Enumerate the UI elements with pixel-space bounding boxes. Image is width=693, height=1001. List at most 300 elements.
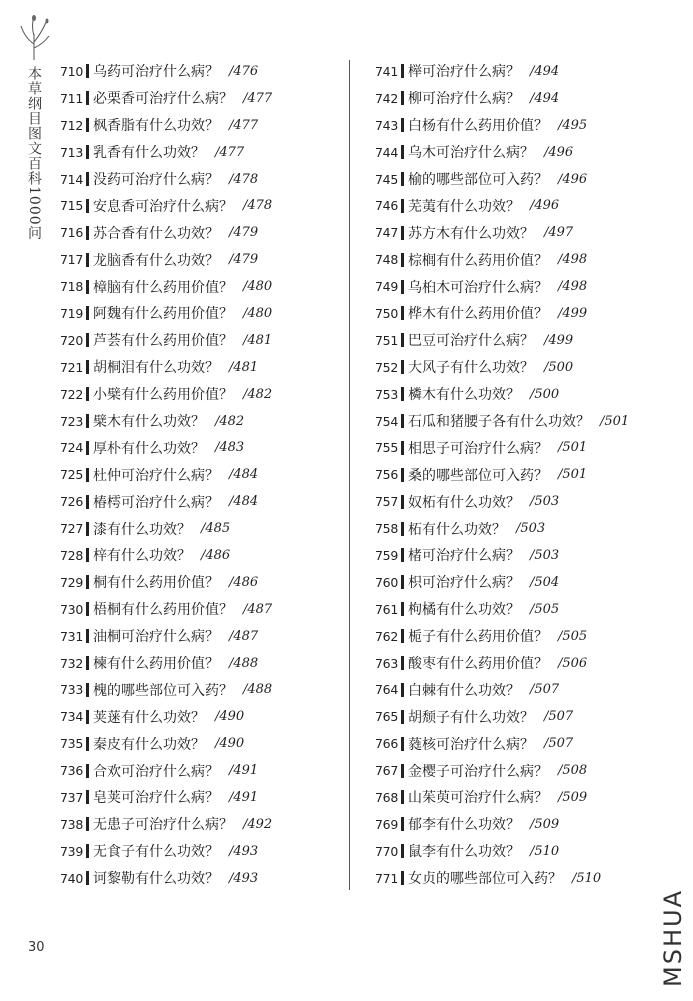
entry-bar [401,522,404,536]
entry-bar [401,441,404,455]
entry-number: 722 [60,386,83,402]
entry-page: /490 [215,736,245,752]
entry-bar [86,118,89,132]
toc-entry [371,434,671,461]
entry-page: /507 [544,709,574,725]
entry-title: 安息香可治疗什么病？ [93,198,233,215]
entry-page: /490 [215,709,245,725]
entry-page: /493 [229,870,259,886]
entry-bar [86,199,89,213]
entry-bar [86,414,89,428]
entry-number: 729 [60,574,83,590]
toc-entry [371,381,671,408]
entry-title: 无食子有什么功效？ [93,844,219,861]
entry-title: 无患子可治疗什么病？ [93,817,233,834]
entry-bar [401,387,404,401]
entry-page: /492 [243,816,273,832]
entry-number: 736 [60,763,83,779]
entry-title: 秦皮有什么功效？ [93,736,205,753]
entry-number: 770 [375,843,398,859]
entry-title: 郁李有什么功效？ [408,817,520,834]
entry-number: 769 [375,816,398,832]
entry-page: /501 [558,440,588,456]
entry-bar [86,522,89,536]
entry-bar [401,548,404,562]
entry-bar [401,764,404,778]
toc-entry [56,408,356,435]
toc-entry [56,434,356,461]
entry-page: /477 [215,144,245,160]
entry-bar [401,333,404,347]
entry-number: 716 [60,225,83,241]
entry-number: 726 [60,494,83,510]
entry-page: /509 [530,816,560,832]
entry-title: 桐有什么药用价值？ [93,575,219,592]
toc-entry [371,246,671,273]
entry-bar [86,683,89,697]
toc-entry [371,488,671,515]
entry-title: 小檗有什么药用价值？ [93,387,233,404]
entry-bar [401,602,404,616]
entry-page: /505 [530,601,560,617]
entry-page: /504 [530,574,560,590]
toc-entry [371,139,671,166]
entry-bar [86,871,89,885]
entry-number: 755 [375,440,398,456]
toc-entry [371,300,671,327]
toc-entry [56,784,356,811]
entry-bar [86,91,89,105]
toc-entry [371,676,671,703]
toc-entry [371,730,671,757]
entry-title: 枫香脂有什么功效？ [93,118,219,135]
toc-entry [56,461,356,488]
sidebar [14,14,54,241]
entry-title: 榉可治疗什么病？ [408,64,520,81]
toc-entry [56,219,356,246]
toc-entry [56,838,356,865]
entry-bar [401,468,404,482]
entry-page: /498 [558,252,588,268]
entry-bar [86,656,89,670]
entry-number: 754 [375,413,398,429]
entry-number: 749 [375,279,398,295]
toc-entry [56,569,356,596]
entry-page: /477 [229,117,259,133]
entry-title: 金樱子可治疗什么病？ [408,763,548,780]
toc-entry [56,354,356,381]
toc-entry [371,192,671,219]
entry-number: 753 [375,386,398,402]
entry-page: /500 [530,386,560,402]
entry-number: 751 [375,332,398,348]
entry-title: 皂荚可治疗什么病？ [93,790,219,807]
entry-page: /498 [558,279,588,295]
toc-entry [56,757,356,784]
entry-number: 762 [375,628,398,644]
entry-title: 白棘有什么功效？ [408,682,520,699]
entry-bar [86,226,89,240]
toc-entry [371,811,671,838]
entry-title: 椿樗可治疗什么病？ [93,494,219,511]
entry-page: /487 [243,601,273,617]
toc-entry [371,838,671,865]
column-divider [349,60,350,890]
toc-entry [371,354,671,381]
toc-entry [371,408,671,435]
entry-number: 740 [60,870,83,886]
entry-page: /483 [215,440,245,456]
entry-number: 727 [60,521,83,537]
entry-number: 760 [375,574,398,590]
entry-page: /486 [229,574,259,590]
toc-entry [371,569,671,596]
entry-number: 717 [60,252,83,268]
entry-bar [401,844,404,858]
entry-title: 杜仲可治疗什么病？ [93,467,219,484]
entry-number: 768 [375,789,398,805]
entry-number: 742 [375,90,398,106]
toc-entry [56,381,356,408]
entry-title: 樟脑有什么药用价值？ [93,279,233,296]
entry-title: 楝有什么药用价值？ [93,656,219,673]
toc-entry [56,623,356,650]
entry-title: 檗木有什么功效？ [93,414,205,431]
entry-page: /487 [229,628,259,644]
entry-number: 756 [375,467,398,483]
entry-title: 鼠李有什么功效？ [408,844,520,861]
entry-number: 718 [60,279,83,295]
entry-title: 胡桐泪有什么功效？ [93,360,219,377]
toc-entry [371,784,671,811]
watermark: MSHUA [659,889,687,987]
entry-page: /499 [558,305,588,321]
entry-number: 728 [60,547,83,563]
toc-entry [56,246,356,273]
entry-number: 741 [375,63,398,79]
entry-bar [401,145,404,159]
entry-bar [401,629,404,643]
entry-bar [86,172,89,186]
toc-entry [371,461,671,488]
entry-bar [86,280,89,294]
entry-title: 女贞的哪些部位可入药？ [408,871,562,888]
entry-bar [401,871,404,885]
entry-page: /479 [229,252,259,268]
entry-title: 棕榈有什么药用价值？ [408,252,548,269]
entry-number: 746 [375,198,398,214]
entry-bar [401,199,404,213]
entry-title: 桑的哪些部位可入药？ [408,467,548,484]
entry-page: /485 [201,521,231,537]
entry-page: /479 [229,225,259,241]
herb-plant-icon [17,14,51,60]
entry-page: /497 [544,225,574,241]
entry-bar [401,118,404,132]
entry-title: 梧桐有什么药用价值？ [93,602,233,619]
toc-entry [371,623,671,650]
entry-bar [401,683,404,697]
entry-number: 752 [375,359,398,375]
entry-number: 733 [60,682,83,698]
entry-number: 731 [60,628,83,644]
toc-entry [56,865,356,892]
entry-number: 771 [375,870,398,886]
entry-number: 767 [375,763,398,779]
entry-number: 719 [60,305,83,321]
entry-bar [86,575,89,589]
entry-title: 柳可治疗什么病？ [408,91,520,108]
entry-bar [401,172,404,186]
entry-page: /494 [530,63,560,79]
entry-title: 橉木有什么功效？ [408,387,520,404]
page-number: 30 [28,940,45,955]
entry-page: /510 [572,870,602,886]
entry-page: /494 [530,90,560,106]
entry-number: 744 [375,144,398,160]
entry-page: /481 [243,332,273,348]
entry-bar [86,333,89,347]
entry-bar [401,575,404,589]
entry-title: 芦荟有什么药用价值？ [93,333,233,350]
toc-entry [56,273,356,300]
entry-title: 奴柘有什么功效？ [408,494,520,511]
entry-title: 胡颓子有什么功效？ [408,709,534,726]
toc-entry [56,192,356,219]
entry-number: 748 [375,252,398,268]
toc-entry [371,757,671,784]
toc-right-column [371,58,671,892]
entry-bar [401,226,404,240]
toc-entry [56,327,356,354]
entry-bar [86,441,89,455]
entry-bar [401,656,404,670]
entry-title: 石瓜和猪腰子各有什么功效？ [408,414,590,431]
entry-bar [86,145,89,159]
entry-title: 芜荑有什么功效？ [408,198,520,215]
toc-entry [371,327,671,354]
entry-bar [86,306,89,320]
toc-entry [56,58,356,85]
entry-page: /493 [229,843,259,859]
entry-title: 阿魏有什么药用价值？ [93,306,233,323]
toc-entry [56,730,356,757]
entry-title: 白杨有什么药用价值？ [408,118,548,135]
entry-number: 725 [60,467,83,483]
entry-number: 765 [375,709,398,725]
entry-title: 龙脑香有什么功效？ [93,252,219,269]
toc-entry [371,650,671,677]
toc-entry [56,166,356,193]
entry-page: /477 [243,90,273,106]
toc-entry [371,112,671,139]
entry-number: 723 [60,413,83,429]
entry-title: 荚蒾有什么功效？ [93,709,205,726]
toc-entry [371,596,671,623]
entry-page: /480 [243,305,273,321]
entry-page: /482 [243,386,273,402]
entry-page: /509 [558,789,588,805]
toc-entry [56,703,356,730]
toc-entry [56,112,356,139]
entry-page: /496 [530,198,560,214]
entry-number: 712 [60,117,83,133]
entry-title: 乳香有什么功效？ [93,145,205,162]
entry-title: 必栗香可治疗什么病？ [93,91,233,108]
entry-title: 苏合香有什么功效？ [93,225,219,242]
entry-bar [86,844,89,858]
entry-page: /484 [229,467,259,483]
toc-left-column [56,58,356,892]
entry-title: 诃黎勒有什么功效？ [93,871,219,888]
entry-title: 没药可治疗什么病？ [93,172,219,188]
toc-entry [371,58,671,85]
toc-entry [371,219,671,246]
entry-number: 743 [375,117,398,133]
toc-entry [56,139,356,166]
entry-bar [401,737,404,751]
entry-page: /503 [530,494,560,510]
entry-title: 厚朴有什么功效？ [93,440,205,457]
entry-title: 柘有什么功效？ [408,521,506,538]
entry-number: 747 [375,225,398,241]
entry-number: 732 [60,655,83,671]
entry-page: /491 [229,763,259,779]
entry-title: 大风子有什么功效？ [408,360,534,377]
entry-bar [86,360,89,374]
entry-bar [401,306,404,320]
book-title: 本草纲目图文百科1000问 [26,66,42,241]
entry-bar [86,790,89,804]
toc-entry [56,596,356,623]
entry-page: /496 [558,171,588,187]
entry-number: 737 [60,789,83,805]
entry-page: /501 [558,467,588,483]
entry-page: /481 [229,359,259,375]
entry-title: 合欢可治疗什么病？ [93,763,219,780]
entry-page: /486 [201,547,231,563]
toc-entry [371,166,671,193]
entry-number: 721 [60,359,83,375]
entry-bar [86,629,89,643]
entry-title: 油桐可治疗什么病？ [93,629,219,646]
entry-bar [401,790,404,804]
entry-title: 榆的哪些部位可入药？ [408,172,548,188]
entry-bar [86,253,89,267]
entry-page: /508 [558,763,588,779]
toc-entry [371,542,671,569]
entry-page: /505 [558,628,588,644]
entry-title: 栀子有什么药用价值？ [408,629,548,646]
entry-number: 763 [375,655,398,671]
entry-number: 730 [60,601,83,617]
entry-title: 槐的哪些部位可入药？ [93,682,233,699]
entry-page: /484 [229,494,259,510]
entry-number: 715 [60,198,83,214]
entry-title: 乌木可治疗什么病？ [408,145,534,162]
entry-page: /488 [229,655,259,671]
toc-entry [371,865,671,892]
entry-page: /488 [243,682,273,698]
entry-number: 711 [60,90,83,106]
entry-number: 724 [60,440,83,456]
entry-title: 枳可治疗什么病？ [408,575,520,592]
entry-page: /482 [215,413,245,429]
entry-number: 745 [375,171,398,187]
entry-page: /476 [229,63,259,79]
entry-page: /500 [544,359,574,375]
toc-entry [371,85,671,112]
entry-bar [86,548,89,562]
toc-entry [371,703,671,730]
toc-entry [371,273,671,300]
entry-page: /495 [558,117,588,133]
toc-entry [56,811,356,838]
entry-title: 巴豆可治疗什么病？ [408,333,534,350]
entry-page: /496 [544,144,574,160]
entry-page: /503 [530,547,560,563]
entry-page: /491 [229,789,259,805]
entry-number: 758 [375,521,398,537]
entry-number: 734 [60,709,83,725]
entry-number: 739 [60,843,83,859]
entry-title: 枸橘有什么功效？ [408,602,520,619]
entry-number: 735 [60,736,83,752]
entry-number: 714 [60,171,83,187]
entry-title: 蕤核可治疗什么病？ [408,736,534,753]
entry-bar [86,468,89,482]
entry-bar [401,91,404,105]
toc-entry [56,650,356,677]
entry-bar [401,710,404,724]
entry-bar [401,64,404,78]
entry-title: 桦木有什么药用价值？ [408,306,548,323]
entry-title: 楮可治疗什么病？ [408,548,520,565]
entry-bar [86,495,89,509]
entry-bar [401,253,404,267]
entry-number: 759 [375,547,398,563]
entry-title: 苏方木有什么功效？ [408,225,534,242]
entry-title: 漆有什么功效？ [93,521,191,538]
toc-entry [56,300,356,327]
entry-title: 乌药可治疗什么病？ [93,64,219,81]
entry-bar [401,414,404,428]
entry-bar [86,737,89,751]
entry-number: 720 [60,332,83,348]
entry-bar [86,764,89,778]
entry-page: /510 [530,843,560,859]
toc-entry [56,488,356,515]
entry-page: /478 [243,198,273,214]
entry-page: /478 [229,171,259,187]
entry-number: 764 [375,682,398,698]
entry-number: 750 [375,305,398,321]
entry-bar [86,817,89,831]
entry-bar [401,817,404,831]
entry-page: /507 [530,682,560,698]
entry-title: 酸枣有什么药用价值？ [408,656,548,673]
entry-bar [86,602,89,616]
entry-bar [401,360,404,374]
entry-bar [401,280,404,294]
entry-bar [86,710,89,724]
entry-title: 梓有什么功效？ [93,548,191,565]
toc-entry [56,515,356,542]
entry-bar [401,495,404,509]
entry-page: /507 [544,736,574,752]
entry-number: 738 [60,816,83,832]
entry-page: /499 [544,332,574,348]
